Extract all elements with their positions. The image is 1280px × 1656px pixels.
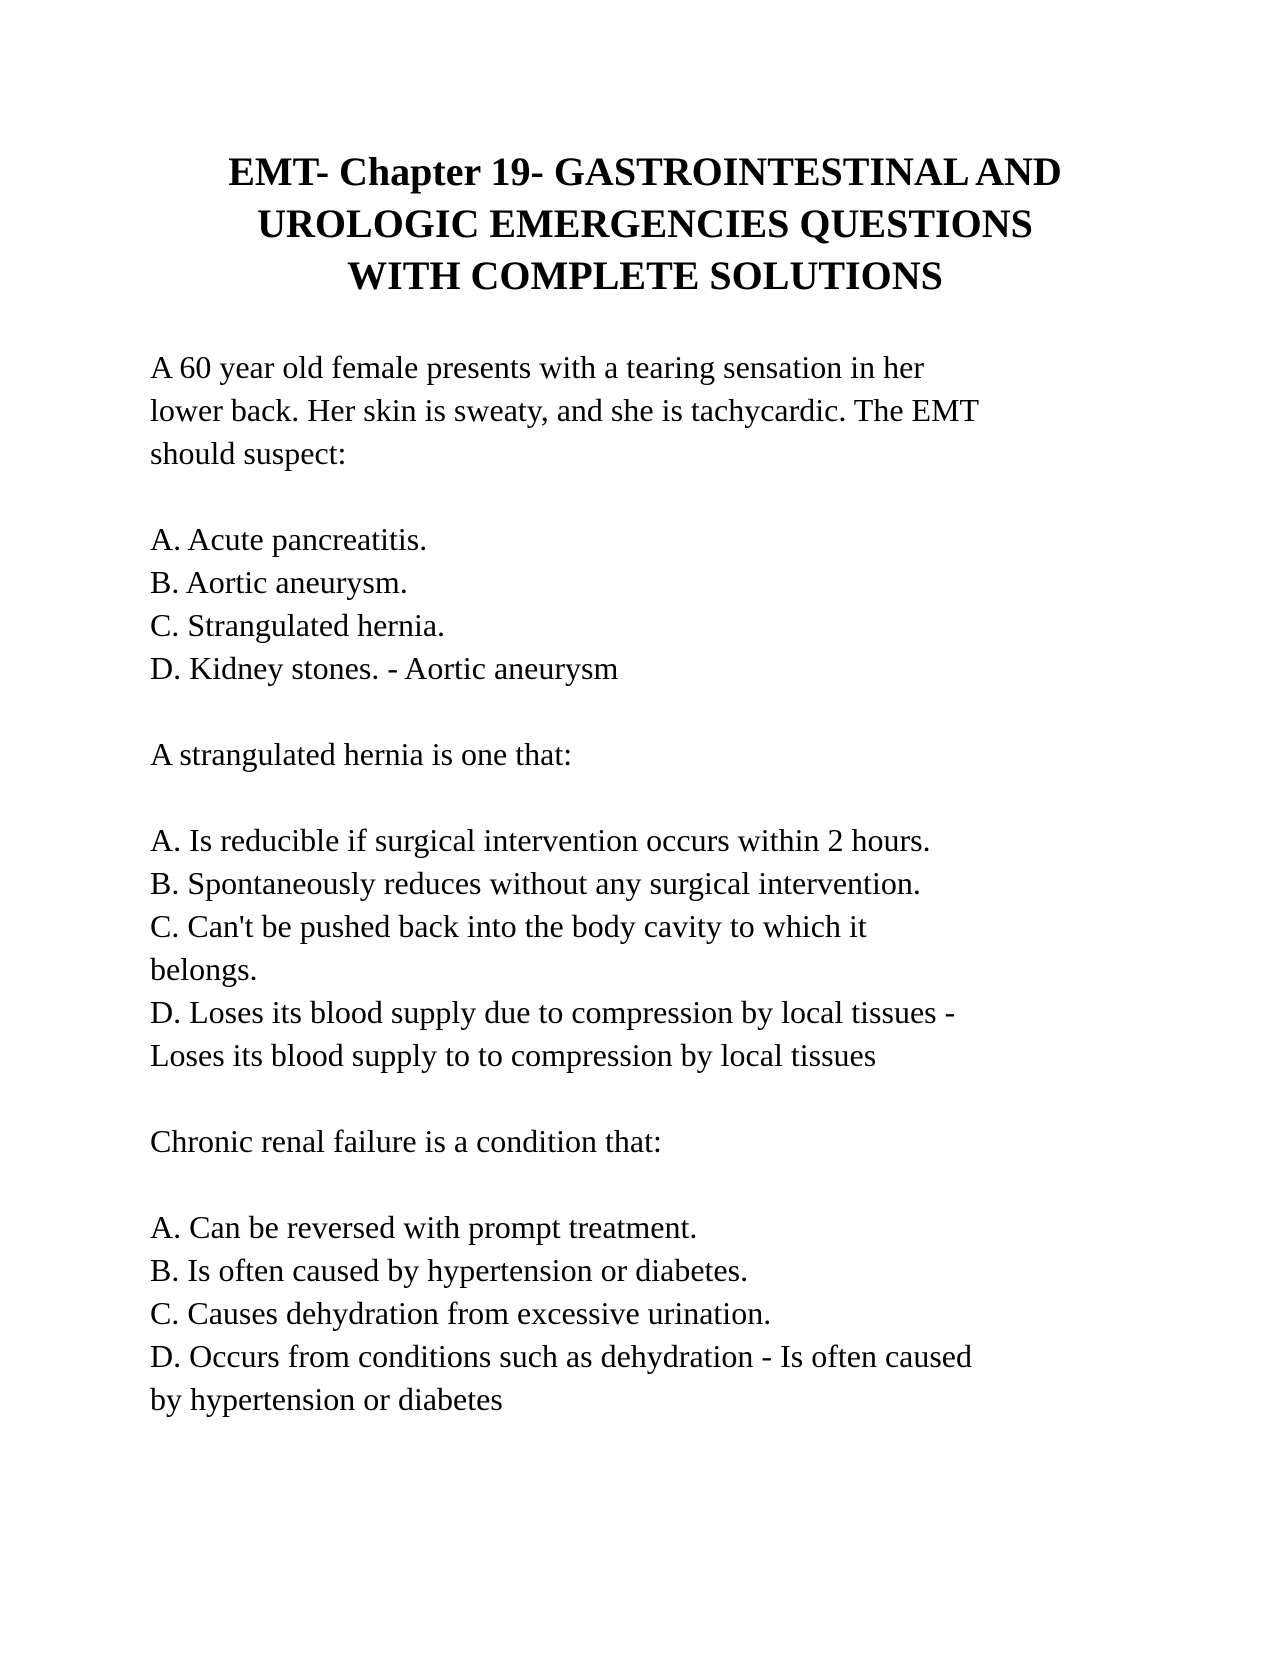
answer-option: A. Is reducible if surgical intervention occurs within 2 hours. — [150, 822, 931, 858]
answer-option: A. Can be reversed with prompt treatment. — [150, 1209, 698, 1245]
answer-option-with-solution: D. Occurs from conditions such as dehydration - Is often caused — [150, 1338, 972, 1374]
answer-option: C. Causes dehydration from excessive urination. — [150, 1295, 772, 1331]
title-line: WITH COMPLETE SOLUTIONS — [347, 253, 943, 298]
question-stem-line: A strangulated hernia is one that: — [150, 736, 573, 772]
answer-option: B. Aortic aneurysm. — [150, 564, 408, 600]
answer-option-with-solution: D. Kidney stones. - Aortic aneurysm — [150, 650, 619, 686]
question-stem-line: A 60 year old female presents with a tearing sensation in her — [150, 349, 924, 385]
question-stem-line: Chronic renal failure is a condition that: — [150, 1123, 662, 1159]
answer-option: C. Strangulated hernia. — [150, 607, 446, 643]
answer-option-continuation: Loses its blood supply to to compression by local tissues — [150, 1037, 877, 1073]
answer-option-continuation: belongs. — [150, 951, 258, 987]
answer-option: C. Can't be pushed back into the body cavity to which it — [150, 908, 867, 944]
question-1 — [150, 346, 1140, 690]
answer-option-continuation: by hypertension or diabetes — [150, 1381, 503, 1417]
question-2 — [150, 733, 1140, 1077]
document-title — [150, 146, 1140, 302]
question-stem-line: lower back. Her skin is sweaty, and she is tachycardic. The EMT — [150, 392, 980, 428]
answer-option: A. Acute pancreatitis. — [150, 521, 428, 557]
answer-option: B. Spontaneously reduces without any surgical intervention. — [150, 865, 921, 901]
question-3 — [150, 1120, 1140, 1421]
answer-option: B. Is often caused by hypertension or diabetes. — [150, 1252, 749, 1288]
question-stem-line: should suspect: — [150, 435, 347, 471]
title-line: EMT- Chapter 19- GASTROINTESTINAL AND — [228, 149, 1062, 194]
document-page — [150, 146, 1140, 1421]
title-line: UROLOGIC EMERGENCIES QUESTIONS — [257, 201, 1033, 246]
answer-option-with-solution: D. Loses its blood supply due to compression by local tissues - — [150, 994, 956, 1030]
